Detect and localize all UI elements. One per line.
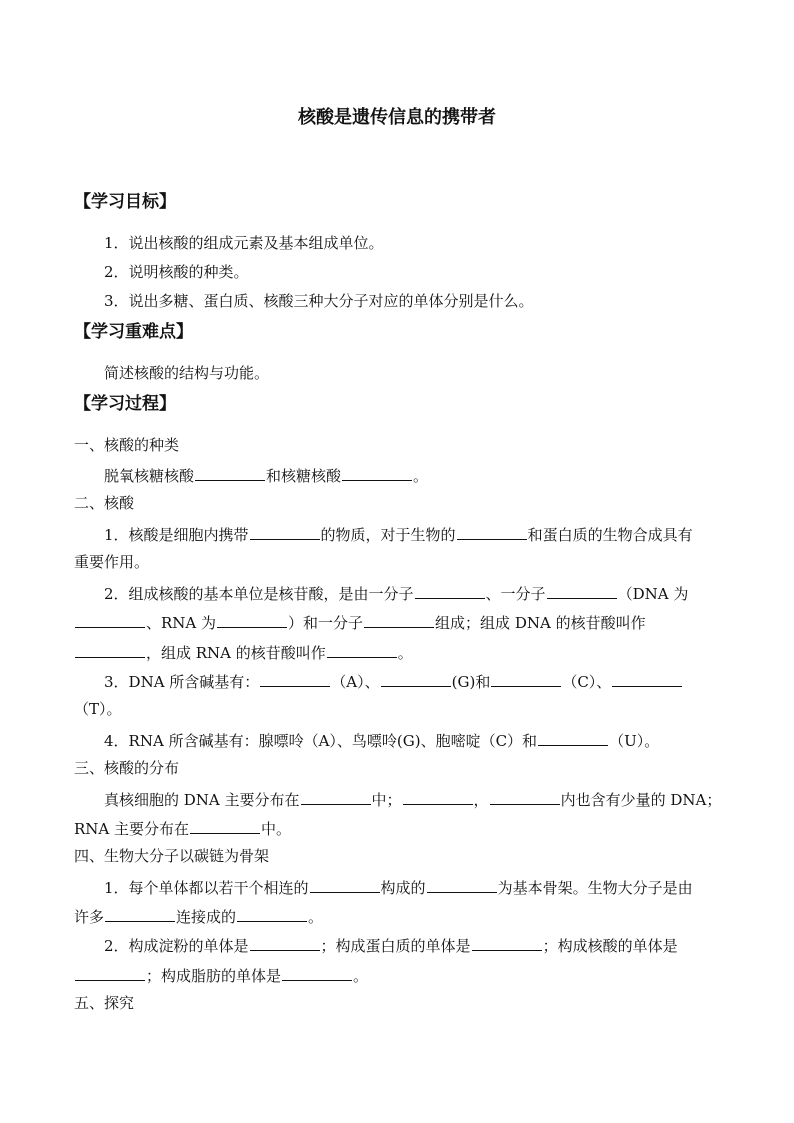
fill-blank[interactable] [75, 641, 145, 658]
fill-blank[interactable] [472, 934, 542, 951]
fill-blank[interactable] [612, 670, 682, 687]
text: 中。 [261, 820, 292, 838]
process-heading: 【学习过程】 [74, 394, 176, 414]
key-points-heading: 【学习重难点】 [74, 322, 193, 342]
fill-blank[interactable] [217, 611, 287, 628]
text: 组成；组成 DNA 的核苷酸叫作 [435, 614, 646, 632]
text: 连接成的 [176, 908, 237, 926]
part2-title: 二、核酸 [74, 494, 135, 512]
goals-heading: 【学习目标】 [74, 192, 176, 212]
part1-line [104, 464, 428, 484]
text: 1．每个单体都以若干个相连的 [104, 879, 309, 897]
fill-blank[interactable] [301, 788, 371, 805]
text: 3．DNA 所含碱基有： [104, 673, 260, 691]
text: ，组成 RNA 的核苷酸叫作 [146, 644, 326, 662]
text: 和核糖核酸 [266, 467, 342, 485]
text: （C）、 [562, 673, 612, 691]
part2-q4-line [104, 729, 659, 749]
text: 。 [413, 467, 429, 485]
part3-line2 [74, 817, 291, 837]
part2-q1-line [104, 523, 693, 543]
part4-title: 四、生物大分子以碳链为骨架 [74, 847, 270, 865]
goal-item-1: 1．说出核酸的组成元素及基本组成单位。 [104, 234, 384, 252]
text: 的物质，对于生物的 [320, 526, 456, 544]
part2-q1-cont: 重要作用。 [74, 553, 150, 571]
fill-blank[interactable] [427, 876, 497, 893]
fill-blank[interactable] [75, 964, 145, 981]
text: ；构成蛋白质的单体是 [320, 937, 471, 955]
part2-q2-line [104, 582, 688, 602]
goal-item-2: 2．说明核酸的种类。 [104, 263, 249, 281]
text: 真核细胞的 DNA 主要分布在 [104, 791, 300, 809]
fill-blank[interactable] [237, 905, 307, 922]
part4-q2-line [104, 934, 678, 954]
text: 为基本骨架。生物大分子是由 [497, 879, 693, 897]
part4-q2-cont [74, 964, 368, 984]
text: ）和一分子 [288, 614, 364, 632]
text: 脱氧核糖核酸 [104, 467, 195, 485]
text: 许多 [74, 908, 105, 926]
part2-q3-cont: （T）。 [74, 700, 122, 718]
text: (G)和 [451, 673, 491, 691]
key-points-text: 简述核酸的结构与功能。 [104, 364, 270, 382]
fill-blank[interactable] [282, 964, 352, 981]
fill-blank[interactable] [260, 670, 330, 687]
text: 。 [308, 908, 324, 926]
text: 中； [371, 791, 402, 809]
part1-title: 一、核酸的种类 [74, 436, 180, 454]
fill-blank[interactable] [190, 817, 260, 834]
part2-q2-cont2 [74, 641, 413, 661]
text: 内也含有少量的 DNA； [560, 791, 722, 809]
text: 1．核酸是细胞内携带 [104, 526, 249, 544]
text: （U）。 [609, 732, 660, 750]
part3-line1 [104, 788, 721, 808]
text: 4．RNA 所含碱基有：腺嘌呤（A）、鸟嘌呤(G)、胞嘧啶（C）和 [104, 732, 538, 750]
text: （DNA 为 [617, 585, 689, 603]
text: ；构成脂肪的单体是 [146, 967, 282, 985]
text: 。 [397, 644, 413, 662]
part2-q2-cont1 [74, 611, 646, 631]
fill-blank[interactable] [310, 876, 380, 893]
part5-title: 五、探究 [74, 994, 135, 1012]
part4-q1-line [104, 876, 693, 896]
fill-blank[interactable] [105, 905, 175, 922]
part4-q1-cont [74, 905, 323, 925]
text: ；构成核酸的单体是 [542, 937, 678, 955]
fill-blank[interactable] [403, 788, 473, 805]
fill-blank[interactable] [547, 582, 617, 599]
text: RNA 主要分布在 [74, 820, 190, 838]
fill-blank[interactable] [195, 464, 265, 481]
fill-blank[interactable] [490, 788, 560, 805]
fill-blank[interactable] [415, 582, 485, 599]
goal-item-3: 3．说出多糖、蛋白质、核酸三种大分子对应的单体分别是什么。 [104, 292, 534, 310]
fill-blank[interactable] [250, 523, 320, 540]
text: 、RNA 为 [146, 614, 217, 632]
fill-blank[interactable] [342, 464, 412, 481]
fill-blank[interactable] [327, 641, 397, 658]
text: 和蛋白质的生物合成具有 [527, 526, 693, 544]
part2-q3-line [104, 670, 683, 690]
fill-blank[interactable] [381, 670, 451, 687]
text: 2．组成核酸的基本单位是核苷酸，是由一分子 [104, 585, 414, 603]
fill-blank[interactable] [538, 729, 608, 746]
text: 、一分子 [485, 585, 546, 603]
fill-blank[interactable] [364, 611, 434, 628]
part3-title: 三、核酸的分布 [74, 759, 180, 777]
fill-blank[interactable] [250, 934, 320, 951]
fill-blank[interactable] [457, 523, 527, 540]
text: （A）、 [331, 673, 380, 691]
text: 构成的 [380, 879, 426, 897]
page-title: 核酸是遗传信息的携带者 [298, 107, 496, 128]
text: 。 [353, 967, 369, 985]
text: ， [473, 791, 489, 809]
fill-blank[interactable] [75, 611, 145, 628]
fill-blank[interactable] [491, 670, 561, 687]
text: 2．构成淀粉的单体是 [104, 937, 249, 955]
